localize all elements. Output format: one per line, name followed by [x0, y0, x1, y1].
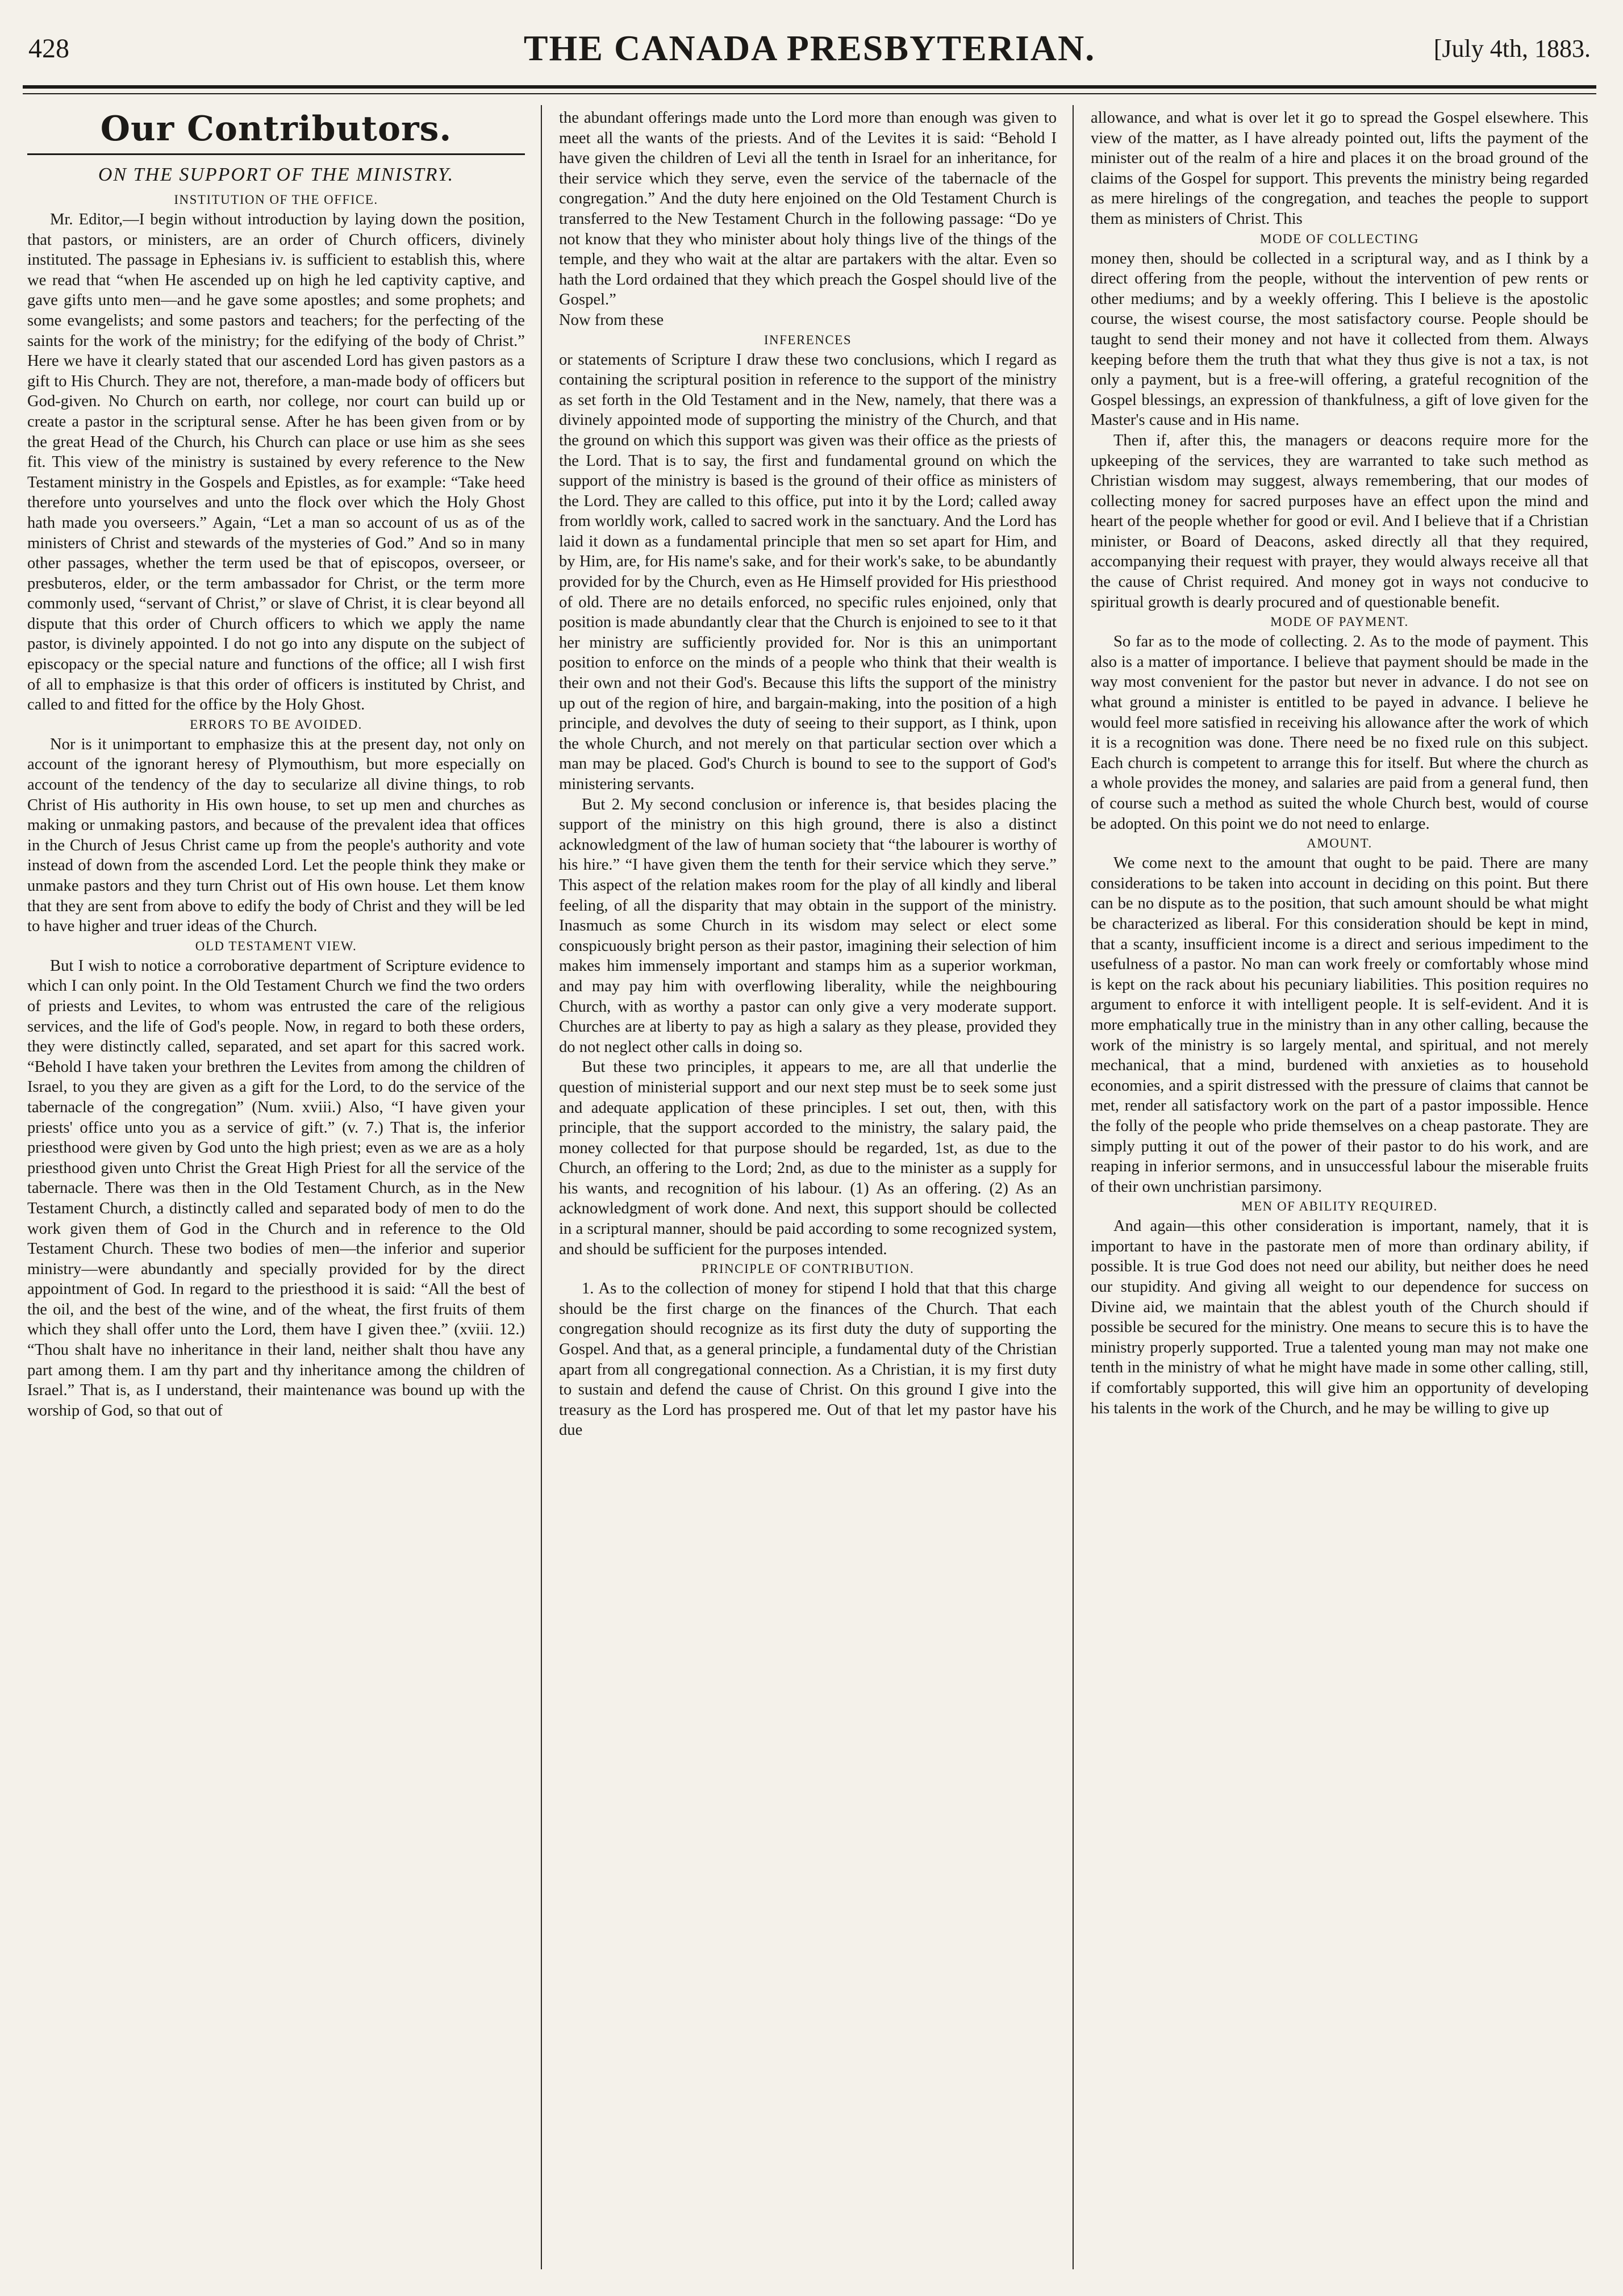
body-paragraph: Mr. Editor,—I begin without introduction by laying down the position, that pastors, or ministers, are an order of Church officers, divinely instituted. The passage in Ephesians iv. is sufficient to establish this, where we read that “when He ascended up on high he led captivity captive, and gave gifts unto men—and he gave some apostles; and some prophets; and some evangelists; and some pastors and teachers; for the perfecting of the saints for the work of the ministry; for the edifying of the body of Christ.” Here we have it clearly stated that our ascended Lord has given pastors as a gift to His Church. They are not, therefore, a man-made body of officers but God-given. No Church on earth, nor college, nor court can build up or create a pastor in the scriptural sense. After he has been given from or by the great Head of the Church, his Church can place or use him as she sees fit. This view of the ministry is sustained by every reference to the New Testament ministry in the Gospels and Epistles, as for example: “Take heed therefore unto yourselves and unto the flock over which the Holy Ghost hath made you overseers.” Again, “Let a man so account of us as of the ministers of Christ and stewards of the mysteries of God.” And so in many other passages, whether the term used be that of episcopos, overseer, or presbuteros, elder, or the term ambassador for Christ, or the term more commonly used, “servant of Christ,” or slave of Christ, it is clear beyond all dispute that this order of Church officers to which we apply the name pastor, is divinely appointed. I do not go into any dispute on the subject of episcopacy or the special nature and functions of the office; all I wish first of all to emphasize is that this order of officers is instituted by Christ, and called to and fitted for the office by the Holy Ghost.	[27, 211, 525, 714]
paper-title: THE CANADA PRESBYTERIAN.	[523, 28, 1096, 68]
department-rule	[27, 153, 525, 155]
body-paragraph: We come next to the amount that ought to be paid. There are many considerations to be taken into account in deciding on this point. But there can be no dispute as to the position, that such amount should be what might be characterized as liberal. For this consideration should be kept in mind, that a scanty, insufficient income is a direct and serious impediment to the usefulness of a pastor. No man can work freely or comfortably whose mind is kept on the rack about his pecuniary liabilities. This position requires no argument to enforce it with intelligent people. It is self-evident. And it is more emphatically true in the ministry than in any other calling, because the work of the ministry is so largely mental, and spiritual, and not merely mechanical, that a mind, burdened with anxieties as to household economies, and a spirit distressed with the pressure of claims that cannot be met, render all satisfactory work on the part of a pastor impossible. Hence the folly of the people who pride themselves on a cheap pastorate. They are simply putting it out of the power of their pastor to do his work, and are reaping in inferior sermons, and in unsuccessful labour the miserable fruits of their own unchristian parsimony.	[1091, 854, 1588, 1196]
page-number: 428	[28, 34, 69, 64]
body-paragraph: 1. As to the collection of money for stipend I hold that that this charge should be the first charge on the finances of the Church. That each congregation should recognize as its first duty the duty of supporting the Gospel. And that, as a general principle, a fundamental duty of the Christian apart from all congregational connection. As a Christian, it is my first duty to sustain and defend the cause of Christ. On this ground I give into the treasury as the Lord has prospered me. Out of that let my pastor have his due	[559, 1280, 1057, 1439]
body-paragraph: money then, should be collected in a scriptural way, and as I think by a direct offering from the people, without the intervention of pew rents or other mediums; and by a weekly offering. This I believe is the apostolic course, the wisest course, the most satisfactory course. People should be taught to send their money and not have it collected from them. Always keeping before them the truth that what they thus give is not a tax, is not only a payment, but is a free-will offering, a grateful recognition of the Gospel blessings, an expression of thankfulness, a gift of love given for the Master's cause and in His name.	[1091, 249, 1588, 429]
section-subheading: INSTITUTION OF THE OFFICE.	[174, 193, 378, 207]
section-subheading: PRINCIPLE OF CONTRIBUTION.	[701, 1262, 915, 1276]
department-heading: Our Contributors.	[100, 109, 452, 149]
body-paragraph: But these two principles, it appears to me, are all that underlie the question of ministerial support and our next step must be to seek some just and adequate application of these principles. I set out, then, with this principle, that the support accorded to the ministry, the salary paid, the money collected for that purpose should be regarded, 1st, as due to the Church, an offering to the Lord; 2nd, as due to the minister as a supply for his wants, and recognition of his labour. (1) As an offering. (2) As an acknowledgment of work done. And next, this support should be collected in a scriptural manner, should be paid according to some recognized system, and should be sufficient for the purposes intended.	[559, 1058, 1057, 1258]
masthead-rule	[23, 85, 1596, 89]
body-paragraph: Nor is it unimportant to emphasize this at the present day, not only on account of the ignorant heresy of Plymouthism, but more especially on account of the tendency of the day to secularize all divine things, to rob Christ of His authority in His own house, to set up men and churches as making or unmaking pastors, and because of the prevalent idea that offices in the Church of Jesus Christ came up from the people's authority and vote instead of down from the ascended Lord. Let the people think they make or unmake pastors and they turn Christ out of His own house. Let them know that they are sent from above to edify the body of Christ and they will be led to have higher and truer ideas of the Church.	[27, 735, 525, 936]
text-column-2	[559, 108, 1057, 2266]
body-paragraph: Now from these	[559, 311, 664, 329]
section-subheading: MODE OF PAYMENT.	[1270, 615, 1409, 629]
body-paragraph: or statements of Scripture I draw these two conclusions, which I regard as containing the scriptural position in reference to the support of the ministry as set forth in the Old Testament and in the New, namely, that there was a divinely appointed mode of supporting the ministry of the Church, and that the ground on which this support was given was their office as the priests of the Lord. That is to say, the first and fundamental ground on which the support of the ministry is based is the ground of their office as ministers of the Lord. They are called to this office, put into it by the Lord; called away from worldly work, called to sacred work in the sanctuary. And the Lord has laid it down as a fundamental principle that men so set apart for Him, and by Him, are, for His name's sake, and for their work's sake, to be abundantly provided for by the Church, even as He Himself provided for His priesthood of old. There are no details enforced, no specific rules enjoined, only that position is made abundantly clear that the Church is enjoined to see to it that her ministry are sufficiently provided for. Nor is this an unimportant position to enforce on the minds of a people who think that their wealth is their own and not their God's. Because this lifts the support of the ministry up out of the region of hire, and bargain-making, into the position of a high principle, and devolves the duty of seeing to their support, as I think, upon the whole Church, and not merely on that particular section over which a man may be placed. God's Church is bound to see to the support of God's ministering servants.	[559, 350, 1057, 793]
issue-date: [July 4th, 1883.	[1433, 35, 1591, 62]
section-subheading: ERRORS TO BE AVOIDED.	[190, 717, 362, 732]
body-paragraph: And again—this other consideration is important, namely, that it is important to have in the pastorate men of more than ordinary ability, if possible. It is true God does not need our ability, but neither does he need our stupidity. And giving all weight to our dependence for success on Divine aid, we maintain that the ablest youth of the Church should if possible be secured for the ministry. One means to secure this is to have the ministry properly supported. True a talented young man may not make one tenth in the ministry of what he might have made in some other calling, still, if comfortably supported, this will give him an opportunity of developing his talents in the work of the Church, and he may be willing to give up	[1091, 1217, 1588, 1417]
body-paragraph: allowance, and what is over let it go to spread the Gospel elsewhere. This view of the matter, as I have already pointed out, lifts the payment of the minister out of the realm of a hire and places it on the broad ground of the claims of the Gospel for support. This prevents the ministry being regarded as mere hirelings of the congregation, and teaches the people to support them as ministers of Christ. This	[1091, 109, 1588, 228]
section-subheading: INFERENCES	[763, 332, 852, 347]
text-column-1	[27, 108, 525, 2266]
section-subheading: OLD TESTAMENT VIEW.	[195, 938, 357, 953]
body-paragraph: Then if, after this, the managers or deacons require more for the upkeeping of the services, they are warranted to take such method as Christian wisdom may suggest, always remembering, that our modes of collecting money for sacred purposes have an effect upon the mind and heart of the people whether for good or evil. And I believe that if a Christian minister, or Board of Deacons, asked directly all that they required, accompanying their request with prayer, they would always receive all that the cause of Christ required. And money got in ways not conducive to spiritual growth is dearly procured and of questionable benefit.	[1091, 431, 1588, 611]
column-divider	[541, 105, 542, 2269]
article-title: ON THE SUPPORT OF THE MINISTRY.	[98, 164, 454, 185]
body-paragraph: But I wish to notice a corroborative department of Scripture evidence to which I can only point. In the Old Testament Church we find the two orders of priests and Levites, to whom was entrusted the care of the religious services, and the life of God's people. Now, in regard to both these orders, they were distinctly called, separated, and set apart for this sacred work. “Behold I have taken your brethren the Levites from among the children of Israel, to you they are given as a gift for the Lord, to do the service of the tabernacle of the congregation” (Num. xviii.) Also, “I have given your priests' office unto you as a service of gift.” (v. 7.) That is, the inferior priesthood were given by God unto the high priest; even as we are as a holy priesthood given unto Christ the Great High Priest for all the service of the tabernacle. There was then in the Old Testament Church, as in the New Testament Church, a distinctly called and separated body of men to do the work given them of God in the Church and in reference to the Old Testament Church. These two bodies of men—the inferior and superior ministry—were abundantly and specially provided for by the direct appointment of God. In regard to the priesthood it is said: “All the best of the oil, and the best of the wine, and of the wheat, the first fruits of them which they shall offer unto the Lord, them have I given thee.” (xviii. 12.) “Thou shalt have no inheritance in their land, neither shalt thou have any part among them. I am thy part and thy inheritance among the children of Israel.” That is, as I understand, their maintenance was bound up with the worship of God, so that out of	[27, 957, 525, 1420]
body-paragraph: So far as to the mode of collecting. 2. As to the mode of payment. This also is a matter of importance. I believe that payment should be made in the way most convenient for the pastor but never in advance. I do not see on what ground a minister is entitled to be payed in advance. I believe he would feel more satisfied in receiving his allowance after the work of which it is a recognition was done. There need be no fixed rule on this subject. Each church is competent to arrange this for itself. But where the church as a whole provides the money, and salaries are paid from a general fund, then of course such a method as suited the whole Church best, would of course be adopted. On this point we do not need to enlarge.	[1091, 633, 1588, 833]
column-divider	[1073, 105, 1074, 2269]
masthead	[23, 17, 1596, 80]
section-subheading: AMOUNT.	[1307, 836, 1372, 851]
section-subheading: MODE OF COLLECTING	[1260, 231, 1419, 246]
body-paragraph: the abundant offerings made unto the Lord more than enough was given to meet all the wants of the priests. And of the Levites it is said: “Behold I have given the children of Levi all the tenth in Israel for an inheritance, for their service which they serve, even the service of the tabernacle of the congregation.” And the duty here enjoined on the Old Testament Church is transferred to the New Testament Church in the following passage: “Do ye not know that they who minister about holy things live of the things of the temple, and they who wait at the altar are partakers with the altar. Even so hath the Lord ordained that they which preach the Gospel should live of the Gospel.”	[559, 109, 1057, 309]
masthead-rule-thin	[23, 93, 1596, 94]
text-column-3	[1091, 108, 1588, 2266]
body-paragraph: But 2. My second conclusion or inference is, that besides placing the support of the ministry on this high ground, there is also a distinct acknowledgment of the law of human society that “the labourer is worthy of his hire.” “I have given them the tenth for their service which they serve.” This aspect of the relation makes room for the play of all kindly and liberal feeling, of all the disparity that may obtain in the support of the ministry. Inasmuch as some Church in its wisdom may select or elect some conspicuously bright person as their pastor, imagining their selection of him makes him immensely important and stamps him as a superior workman, and may pay him with overflowing liberality, while the neighbouring Church, with as worthy a pastor can only give a very moderate support. Churches are at liberty to pay as high a salary as they please, provided they do not neglect other calls in doing so.	[559, 795, 1057, 1056]
section-subheading: MEN OF ABILITY REQUIRED.	[1241, 1199, 1438, 1214]
